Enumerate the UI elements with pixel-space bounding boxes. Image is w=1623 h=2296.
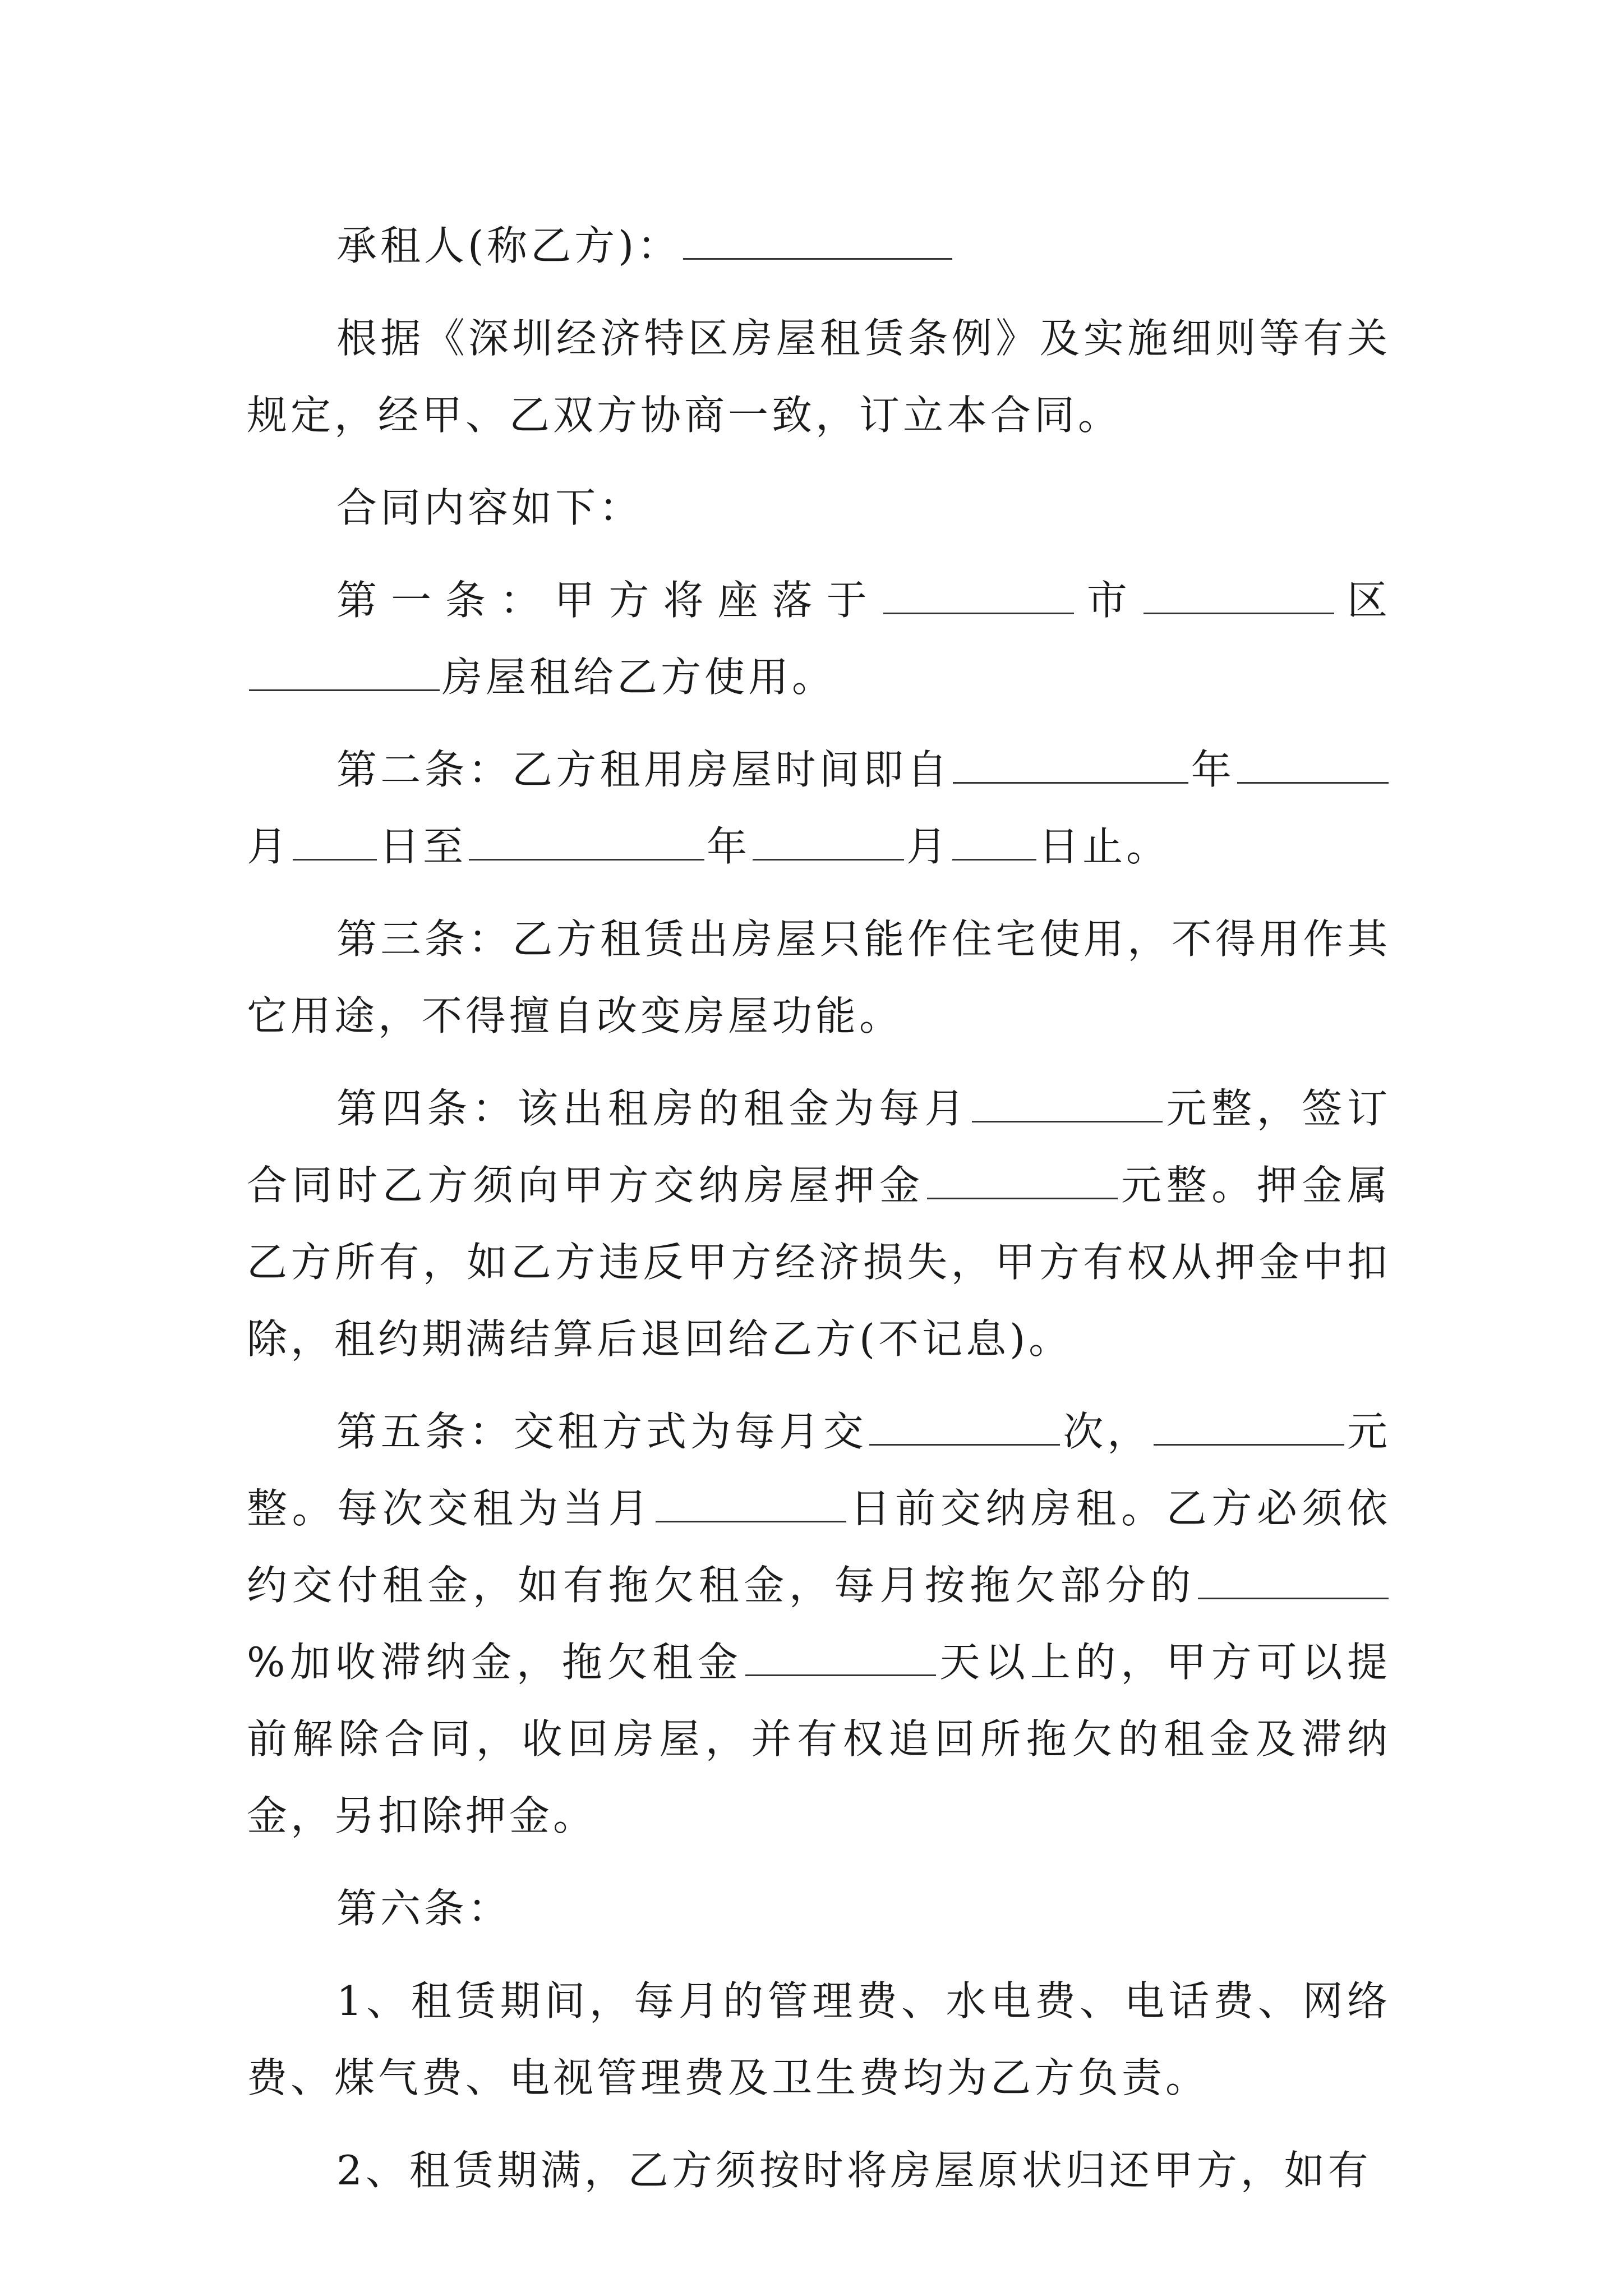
article-4-text-c: 元整。押金属乙方所有，如乙方违反甲方经济损失，甲方有权从押金中扣除，租约期满结算后退回给乙方(不记息)。 <box>247 1162 1391 1363</box>
tenant-label: 承租人(称乙方)： <box>336 222 681 269</box>
late-fee-percent-blank <box>1198 1562 1389 1599</box>
deposit-blank <box>927 1162 1118 1199</box>
end-day-blank <box>952 823 1036 861</box>
end-month-blank <box>753 823 904 861</box>
article-5-text-c: 元整。每次交租为当月 <box>247 1408 1391 1532</box>
article-5-text-d: 日前交纳房租。乙方必须依约交付租金，如有拖欠租金，每月按拖欠部分的 <box>247 1485 1391 1609</box>
article-3-text: 第三条：乙方租赁出房屋只能作住宅使用，不得用作其它用途，不得擅自改变房屋功能。 <box>247 915 1391 1039</box>
article-2-text-g: 日止。 <box>1039 823 1170 870</box>
article-2-text-d: 日至 <box>379 823 467 870</box>
article-5 <box>247 1393 1391 1855</box>
article-2-text-f: 月 <box>906 823 951 870</box>
article-1-text-a: 第一条：甲方将座落于 <box>336 577 881 624</box>
article-6-item-2 <box>247 2132 1391 2209</box>
monthly-rent-blank <box>972 1085 1163 1122</box>
contents-heading <box>247 470 1391 546</box>
end-year-blank <box>469 823 704 861</box>
address-blank <box>249 654 440 691</box>
preamble-paragraph <box>247 300 1391 454</box>
payment-day-blank <box>656 1485 846 1522</box>
start-year-blank <box>953 746 1188 784</box>
tenant-name-blank <box>683 222 952 260</box>
article-4-text-b: 元整，签订合同时乙方须向甲方交纳房屋押金 <box>247 1085 1391 1209</box>
article-3 <box>247 901 1391 1055</box>
article-2-text-b: 年 <box>1191 746 1235 793</box>
start-day-blank <box>293 823 377 861</box>
article-4-text-a: 第四条：该出租房的租金为每月 <box>336 1085 970 1132</box>
contents-heading-text: 合同内容如下： <box>336 484 643 531</box>
article-1-text-c: 区 <box>1336 577 1391 624</box>
contract-body <box>247 208 1391 2225</box>
article-5-text-f: 天以上的，甲方可以提前解除合同，收回房屋，并有权追回所拖欠的租金及滞纳金，另扣除押金。 <box>247 1639 1391 1839</box>
preamble-text: 根据《深圳经济特区房屋租赁条例》及实施细则等有关规定，经甲、乙双方协商一致，订立本合同。 <box>247 315 1391 439</box>
district-blank <box>1144 577 1334 614</box>
payment-times-blank <box>869 1408 1060 1446</box>
article-1 <box>247 562 1391 716</box>
article-5-text-e: %加收滞纳金，拖欠租金 <box>247 1639 743 1686</box>
article-2-text-a: 第二条：乙方租用房屋时间即自 <box>336 746 951 793</box>
payment-amount-blank <box>1154 1408 1344 1446</box>
overdue-days-blank <box>745 1639 936 1676</box>
article-5-text-b: 次， <box>1062 1408 1152 1455</box>
article-6-item-1 <box>247 1963 1391 2116</box>
article-5-text-a: 第五条：交租方式为每月交 <box>336 1408 868 1455</box>
tenant-line <box>247 208 1391 284</box>
article-2 <box>247 731 1391 885</box>
article-4 <box>247 1070 1391 1378</box>
article-6 <box>247 1870 1391 1947</box>
start-month-blank <box>1237 746 1389 784</box>
article-1-text-b: 市 <box>1076 577 1141 624</box>
article-6-heading: 第六条： <box>336 1885 512 1932</box>
article-6-item-1-text: 1、租赁期间，每月的管理费、水电费、电话费、网络费、煤气费、电视管理费及卫生费均为乙方负责。 <box>247 1977 1391 2101</box>
article-1-text-d: 房屋租给乙方使用。 <box>442 654 836 701</box>
city-blank <box>883 577 1074 614</box>
article-2-text-c: 月 <box>247 823 291 870</box>
article-2-text-e: 年 <box>707 823 751 870</box>
article-6-item-2-text: 2、租赁期满，乙方须按时将房屋原状归还甲方，如有 <box>336 2147 1372 2194</box>
